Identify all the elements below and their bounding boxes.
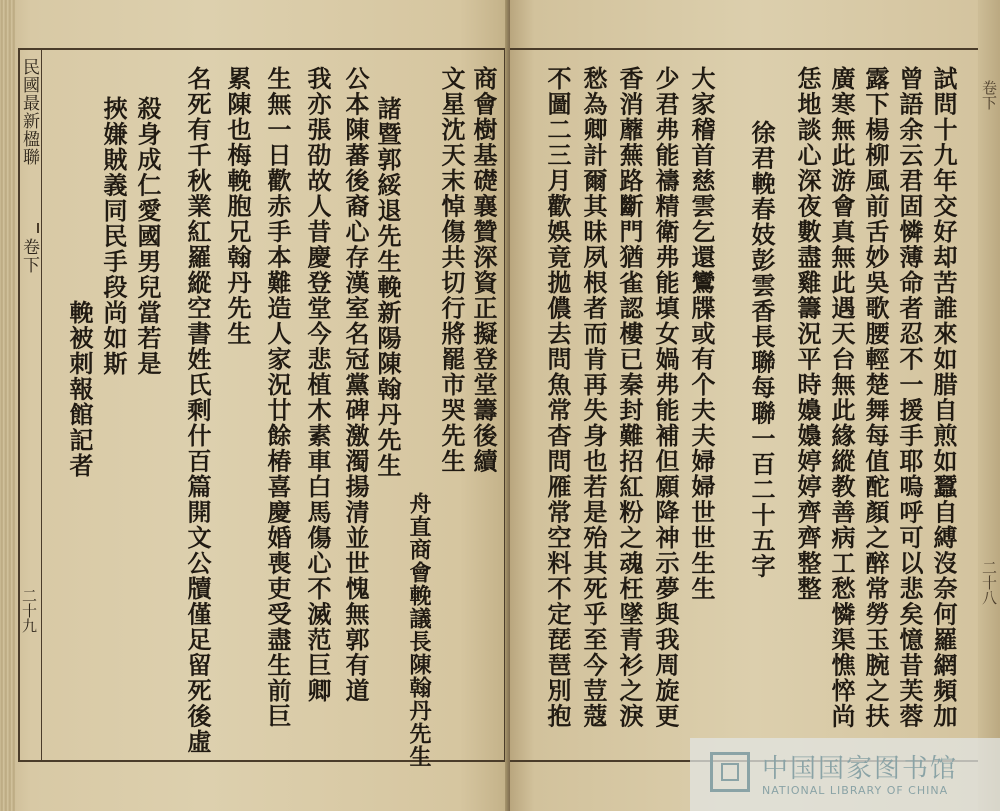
- watermark-title: 中国国家图书馆: [762, 754, 959, 784]
- text-column-17: 恁地談心深夜數盡雞籌況平時嬝嬝婷婷齊齊整整: [793, 66, 822, 602]
- text-column-16: 廣寒無此游會真無此遇天台無此緣縱教善病工愁憐渠憔悴尚: [827, 66, 856, 729]
- text-column-7: 生無一日歡赤手本難造人家況廿餘椿喜慶婚喪吏受盡生前巨: [263, 66, 292, 729]
- edge-page-mark: 二十八: [980, 560, 998, 605]
- library-logo-icon: [710, 752, 750, 792]
- text-column-2: 文星沈天末悼傷共切行將罷市哭先生: [437, 66, 466, 474]
- right-page-edge: [978, 0, 1000, 811]
- right-page: [510, 0, 1000, 811]
- text-column-13: 試問十九年交好却苦誰來如腊自煎如蠶自縛沒奈何羅網頻加: [929, 66, 958, 729]
- text-column-14: 曾語余云君固憐薄命者忍不一援手耶嗚呼可以悲矣憶昔芙蓉: [895, 66, 924, 729]
- text-column-19: 大家稽首慈雲乞還鸞牒或有个夫夫婦婦世世生生: [687, 66, 716, 602]
- text-column-20: 少君弗能禱精衛弗能填女媧弗能補但願降神示夢與我周旋更: [651, 66, 680, 729]
- text-column-5: 公本陳蕃後裔心存漢室名冠黨碑激濁揚清並世愧無郭有道: [341, 66, 370, 704]
- text-column-23: 不圖二三月歡娛竟拋儂去問魚常杳問雁常空料不定琵琶別抱: [543, 66, 572, 729]
- edge-volume-mark: 卷下: [980, 80, 998, 110]
- watermark-subtitle: NATIONAL LIBRARY OF CHINA: [762, 784, 949, 797]
- text-column-4: 諸暨郭綏退先生輓新陽陳翰丹先生: [373, 96, 402, 479]
- text-column-15: 露下楊柳風前舌妙吳歌腰輕楚舞每值酡顏之醉常勞玉腕之扶: [861, 66, 890, 729]
- text-column-10: 殺身成仁愛國男兒當若是: [133, 96, 162, 377]
- text-column-3: 舟直商會輓議長陳翰丹先生: [406, 492, 432, 768]
- text-column-18: 徐君輓春妓彭雲香長聯每聯一百二十五字: [747, 120, 776, 579]
- volume-label: 卷下: [19, 238, 39, 274]
- gutter-column: [18, 48, 42, 762]
- text-column-11: 挾嫌賊義同民手段尚如斯: [99, 96, 128, 377]
- text-column-8: 累陳也梅輓胞兄翰丹先生: [223, 66, 252, 347]
- text-column-22: 愁為卿計爾其昧夙根者而肯再失身也若是殆其死乎至今荳蔻: [579, 66, 608, 729]
- text-column-21: 香消蘼蕪路斷門猶雀認樓已秦封難招紅粉之魂枉墜青衫之淚: [615, 66, 644, 729]
- gutter-divider: [37, 223, 39, 233]
- text-column-1: 商會樹基礎襄贊深資正擬登堂籌後續: [469, 66, 498, 474]
- book-title: 民國最新楹聯: [19, 58, 39, 166]
- text-column-12: 輓被刺報館記者: [65, 300, 94, 479]
- page-stack-edge: [0, 0, 16, 811]
- text-column-9: 名死有千秋業紅羅縱空書姓氏剩什百篇開文公牘僅足留死後虛: [183, 66, 212, 755]
- text-column-6: 我亦張劭故人昔慶登堂今悲植木素車白馬傷心不滅范巨卿: [303, 66, 332, 704]
- library-logo-inner: [721, 763, 739, 781]
- library-watermark: [690, 738, 1000, 811]
- page-number: 二十九: [20, 588, 38, 633]
